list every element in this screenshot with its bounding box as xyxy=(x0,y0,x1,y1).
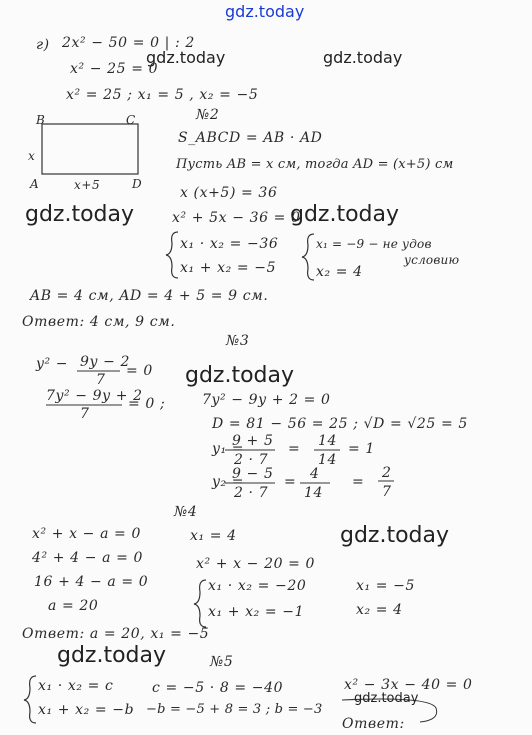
task4-r2: x₂ = 4 xyxy=(356,602,403,618)
side-bottom-label: x+5 xyxy=(74,178,101,192)
watermark-4: gdz.today xyxy=(290,202,400,227)
task3-y2-num3: 2 xyxy=(382,465,392,481)
task2-equation: x (x+5) = 36 xyxy=(180,185,278,201)
task5-number: №5 xyxy=(210,654,234,670)
watermark-3: gdz.today xyxy=(25,202,135,227)
task3-y1-left: y₁ = xyxy=(212,441,245,457)
task4-line4: a = 20 xyxy=(48,598,99,614)
watermark-top: gdz.today xyxy=(225,2,305,21)
watermark-2: gdz.today xyxy=(323,48,403,67)
vertex-b: B xyxy=(36,113,46,127)
watermark-5: gdz.today xyxy=(185,363,295,388)
task3-y1-den2: 14 xyxy=(318,452,338,468)
task2-let: Пусть AB = x см, тогда AD = (x+5) см xyxy=(176,157,454,172)
task3-y2-left: y₂ = xyxy=(212,474,245,490)
task5-sys1: x₁ · x₂ = c xyxy=(38,678,114,694)
task3-l2-num: 7y² − 9y + 2 xyxy=(46,388,143,404)
brace-2 xyxy=(302,234,314,280)
task3-y1-mid: = xyxy=(288,441,301,457)
task3-discriminant: D = 81 − 56 = 25 ; √D = √25 = 5 xyxy=(212,416,468,432)
task2-sys-right-2: x₂ = 4 xyxy=(316,264,363,280)
watermark-1: gdz.today xyxy=(146,48,226,67)
task3-y2-mid: = xyxy=(284,474,297,490)
task5-sys2: x₁ + x₂ = −b xyxy=(38,702,135,718)
sec-g-line2: x² − 25 = 0 xyxy=(70,61,159,77)
task3-y1-den: 2 · 7 xyxy=(234,452,269,468)
task3-y1-end: = 1 xyxy=(348,441,375,457)
task2-sys-left-1: x₁ · x₂ = −36 xyxy=(180,236,279,252)
task3-l2-den: 7 xyxy=(80,406,90,422)
task4-number: №4 xyxy=(174,504,198,520)
task2-number: №2 xyxy=(196,107,220,123)
sec-g-line3: x² = 25 ; x₁ = 5 , x₂ = −5 xyxy=(66,87,259,103)
task3-l1-num: 9y − 2 xyxy=(80,354,130,370)
task4-sys1: x₁ · x₂ = −20 xyxy=(208,578,307,594)
task5-answer: Ответ: xyxy=(342,716,405,732)
vertex-d: D xyxy=(132,177,143,191)
task3-l1-right: = 0 xyxy=(126,363,153,379)
task4-x1: x₁ = 4 xyxy=(190,528,237,544)
side-left-label: x xyxy=(28,149,36,163)
task3-l2-right: = 0 ; xyxy=(128,396,166,412)
task2-answer: Ответ: 4 см, 9 см. xyxy=(22,314,176,330)
task3-y2-den3: 7 xyxy=(382,484,392,500)
vertex-c: C xyxy=(126,113,136,127)
task5-c-line: c = −5 · 8 = −40 xyxy=(152,680,284,696)
brace-3 xyxy=(194,580,206,627)
task3-y2-num2: 4 xyxy=(310,466,320,482)
task2-result: AB = 4 см, AD = 4 + 5 = 9 см. xyxy=(30,288,269,304)
task4-line2: 4² + 4 − a = 0 xyxy=(32,550,143,566)
task2-sys-right-1: x₁ = −9 − не удов xyxy=(316,237,432,251)
brace-1 xyxy=(166,232,178,278)
task3-y1-num2: 14 xyxy=(318,433,338,449)
task4-quadratic: x² + x − 20 = 0 xyxy=(196,556,316,572)
sec-g-eq: 2x² − 50 = 0 | : 2 xyxy=(62,35,195,51)
task4-answer: Ответ: a = 20, x₁ = −5 xyxy=(22,626,210,642)
task3-number: №3 xyxy=(226,333,250,349)
task2-area: S_ABCD = AB · AD xyxy=(178,130,323,146)
task4-line1: x² + x − a = 0 xyxy=(32,526,141,542)
task3-l1-left: y² − xyxy=(36,356,69,372)
task5-quadratic: x² − 3x − 40 = 0 xyxy=(344,677,473,693)
task4-sys2: x₁ + x₂ = −1 xyxy=(208,604,305,620)
task3-l1-den: 7 xyxy=(96,372,106,388)
task3-y2-num: 9 − 5 xyxy=(232,466,274,482)
task3-l2-eq: 7y² − 9y + 2 = 0 xyxy=(202,392,331,408)
watermark-8: gdz.today xyxy=(354,691,419,706)
brace-4 xyxy=(24,676,36,723)
task2-sys-left-2: x₁ + x₂ = −5 xyxy=(180,260,277,276)
task2-sys-right-note: условию xyxy=(404,253,460,267)
sec-g-label: г) xyxy=(36,37,50,53)
task3-y1-num: 9 + 5 xyxy=(232,433,274,449)
task3-y2-den: 2 · 7 xyxy=(234,485,269,501)
task3-y2-eq: = xyxy=(352,474,365,490)
rectangle-abcd xyxy=(42,124,138,174)
watermark-7: gdz.today xyxy=(57,643,167,668)
vertex-a: A xyxy=(30,177,40,191)
task5-b-line: −b = −5 + 8 = 3 ; b = −3 xyxy=(146,702,323,717)
task2-quadratic: x² + 5x − 36 = 0 xyxy=(172,210,301,226)
task4-line3: 16 + 4 − a = 0 xyxy=(34,574,149,590)
task3-y2-den2: 14 xyxy=(304,485,324,501)
watermark-6: gdz.today xyxy=(340,523,450,548)
task4-r1: x₁ = −5 xyxy=(356,578,415,594)
